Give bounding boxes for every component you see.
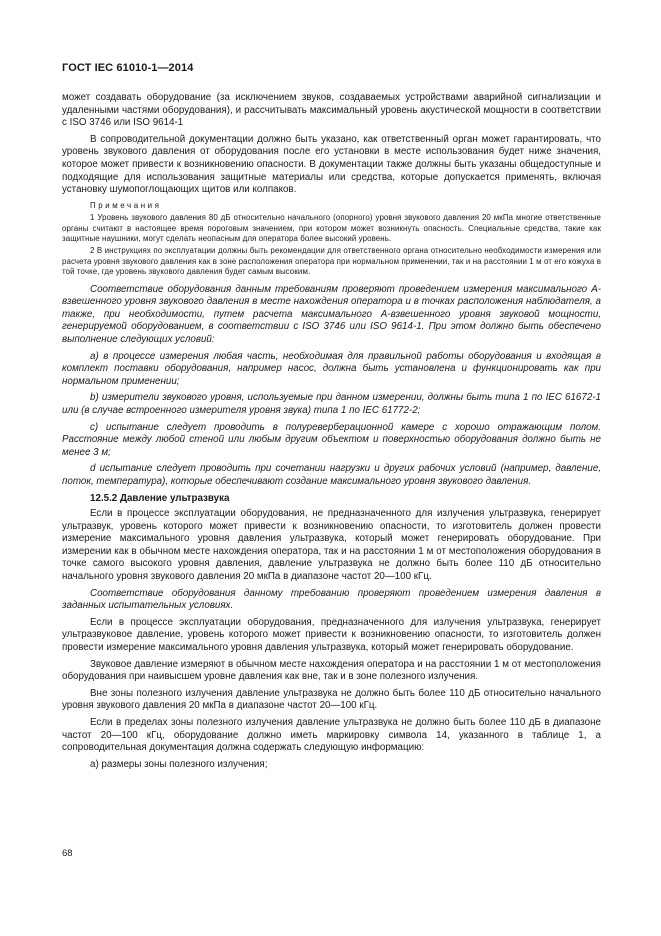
paragraph: может создавать оборудование (за исключением звуков, создаваемых устройствами аварийной сигнализации и удаленными частями оборудования), и рассчитывать максимальный уровень акустической мощности в соответствии с ISO 3746 или ISO 9614-1 bbox=[62, 92, 601, 129]
paragraph: Звуковое давление измеряют в обычном месте нахождения оператора и на расстоянии 1 м от местоположения оборудования при наивысшем уровне давления как вне, так и в зоне полезного излучения. bbox=[62, 658, 601, 683]
compliance-intro: Соответствие оборудования данным требованиям проверяют проведением измерения максимального А-взвешенного уровня звукового давления в месте нахождения оператора и в точках расположения наблюдателя, а также, при необходимости, путем расчета максимального А-взвешенного уровня звуковой мощности, генерируемой оборудованием, в соответствии с ISO 3746 или ISO 9614-1. При этом должно быть обеспечено выполнение следующих условий: bbox=[62, 283, 601, 345]
note-item: 1 Уровень звукового давления 80 дБ относительно начального (опорного) уровня звукового давления 20 мкПа многие ответственные органы считают в настоящее время пороговым значением, при котором может возникнуть опасность. Специальные средства, такие как защитные наушники, могут сделать неопасным для оператора более высокий уровень. bbox=[62, 213, 601, 243]
list-item: а) размеры зоны полезного излучения; bbox=[90, 758, 268, 770]
section-number: 12.5.2 bbox=[90, 492, 118, 504]
compliance-item: c) испытание следует проводить в полуреверберационной камере с хорошо отражающим полом. Расстояние между любой стеной или любым другим объектом и поверхностью оборудования должно быть не менее 3 м; bbox=[62, 421, 601, 458]
page-number: 68 bbox=[62, 848, 73, 859]
compliance-item: b) измерители звукового уровня, используемые при данном измерении, должны быть типа 1 по IEC 61672-1 или (в случае встроенного измерителя уровня звука) типа 1 по IEC 61772-2; bbox=[62, 392, 601, 416]
page-body bbox=[62, 92, 601, 775]
paragraph: Если в процессе эксплуатации оборудования, не предназначенного для излучения ультразвука, генерирует ультразвук, уровень которого может привести к возникновению опасности, то изготовитель должен провести измерение максимального уровня давления ультразвука, который может генерировать оборудование. При измерении как в обычном месте нахождения оператора, так и на расстоянии 1 м от местоположения оборудования в точке самого высокого уровня давления, давление ультразвука не должно быть более 110 дБ относительно начального уровня звукового давления 20 мкПа в диапазоне частот 20—100 кГц. bbox=[62, 508, 601, 583]
section-title: Давление ультразвука bbox=[119, 492, 230, 504]
paragraph: В сопроводительной документации должно быть указано, как ответственный орган может гарантировать, что уровень звукового давления от оборудования после его установки в месте использования будет ниже значения, которое может привести к возникновению опасности. В документации также должны быть указаны общедоступные и подходящие для использования защитные материалы или средства, которые допускается применять, включая установку шумопоглощающих щитов или колпаков. bbox=[62, 133, 601, 196]
section-heading bbox=[62, 493, 601, 506]
paragraph: Вне зоны полезного излучения давление ультразвука не должно быть более 110 дБ относительно начального уровня звукового давления 20 мкПа в диапазоне частот 20—100 кГц. bbox=[62, 687, 601, 712]
page-header: ГОСТ IEC 61010-1—2014 bbox=[62, 62, 194, 74]
compliance-item: а) в процессе измерения любая часть, необходимая для правильной работы оборудования и входящая в комплект поставки оборудования, например насос, должна быть установлена и функционировать как при нормальном применении; bbox=[62, 350, 601, 387]
paragraph-italic: Соответствие оборудования данному требованию проверяют проведением измерения давления в заданных испытательных условиях. bbox=[62, 587, 601, 612]
notes-heading: Примечания bbox=[90, 200, 162, 210]
note-item: 2 В инструкциях по эксплуатации должны быть рекомендации для ответственного органа относительно необходимости измерения или расчета уровня звукового давления как в зоне расположения оператора при нормальном применении, так и на расстоянии 1 м от его кожуха в той точке, где уровень звукового давления будет самым высоким. bbox=[62, 246, 601, 277]
paragraph: Если в пределах зоны полезного излучения давление ультразвука не должно быть более 110 дБ в диапазоне частот 20—100 кГц, оборудование должно иметь маркировку символа 14, указанного в таблице 1, а сопроводительная документация должна содержать следующую информацию: bbox=[62, 717, 601, 754]
paragraph: Если в процессе эксплуатации оборудования, предназначенного для излучения ультразвука, генерирует ультразвуковое давление, уровень которого может привести к возникновению опасности, то изготовитель должен провести измерение максимального уровня давления ультразвука, который может генерировать оборудование. bbox=[62, 616, 601, 654]
compliance-item: d испытание следует проводить при сочетании нагрузки и других рабочих условий (например, давление, поток, температура), которые обеспечивают создание максимального уровня звукового давления. bbox=[62, 463, 601, 487]
